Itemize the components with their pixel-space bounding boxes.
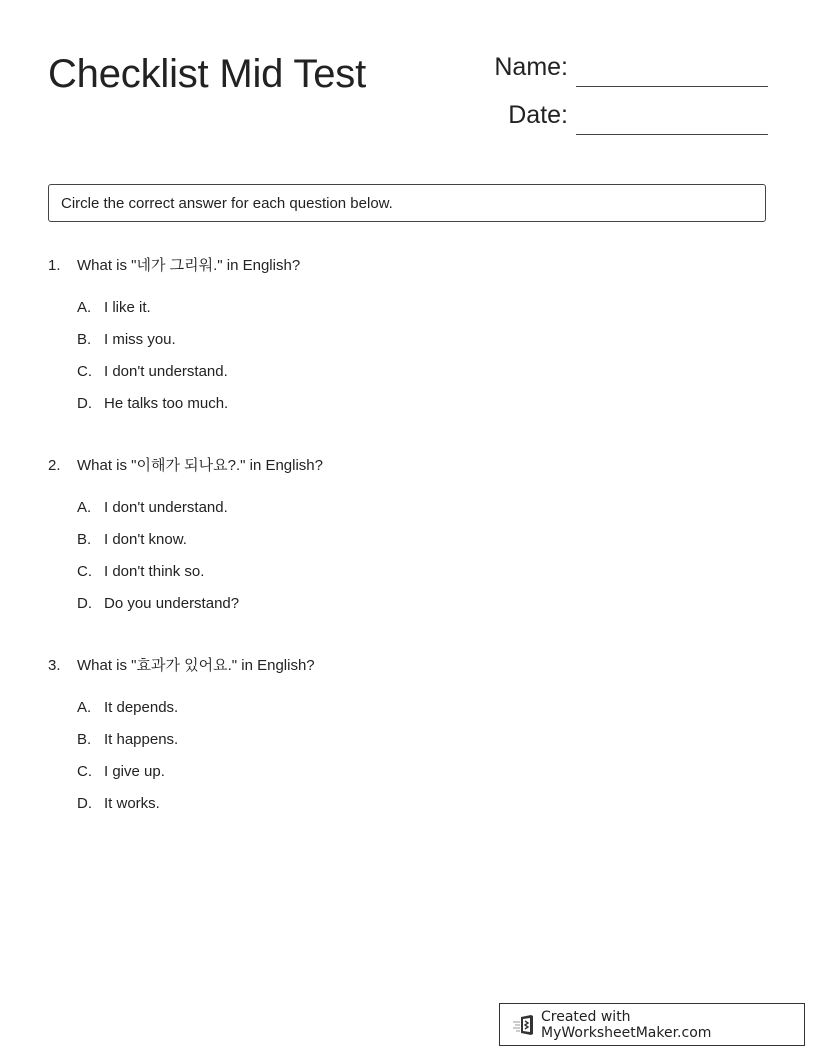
answer-option-c[interactable] <box>77 562 768 594</box>
footer-credit-badge[interactable] <box>499 1003 805 1046</box>
date-label: Date: <box>508 101 568 129</box>
option-letter: A. <box>77 299 92 316</box>
option-text: I don't know. <box>104 531 187 548</box>
option-letter: B. <box>77 331 92 348</box>
instructions-box <box>48 184 766 222</box>
answer-option-d[interactable] <box>77 594 768 626</box>
option-text: He talks too much. <box>104 395 229 412</box>
answer-option-a[interactable] <box>77 698 768 730</box>
date-field[interactable] <box>576 134 768 135</box>
answer-option-a[interactable] <box>77 298 768 330</box>
option-text: I don't think so. <box>104 563 205 580</box>
date-field-row <box>508 100 768 130</box>
question-text: What is "네가 그리워." in English? <box>77 257 301 274</box>
option-text: I give up. <box>104 763 165 780</box>
question-text: What is "효과가 있어요." in English? <box>77 657 315 674</box>
worksheet-maker-logo-icon <box>512 1014 536 1036</box>
question-prompt <box>48 656 768 676</box>
option-text: It happens. <box>104 731 179 748</box>
question-prompt <box>48 256 768 276</box>
answer-option-b[interactable] <box>77 530 768 562</box>
answer-option-d[interactable] <box>77 794 768 826</box>
question-text: What is "이해가 되나요?." in English? <box>77 457 323 474</box>
option-text: It depends. <box>104 699 179 716</box>
question-number: 2. <box>48 457 61 474</box>
page-title: Checklist Mid Test <box>48 52 366 96</box>
option-letter: B. <box>77 531 92 548</box>
option-text: I don't understand. <box>104 363 228 380</box>
option-letter: D. <box>77 795 92 812</box>
option-letter: C. <box>77 363 92 380</box>
answer-option-b[interactable] <box>77 730 768 762</box>
name-label: Name: <box>494 53 568 81</box>
instructions-text: Circle the correct answer for each question below. <box>61 194 393 212</box>
question-1 <box>48 256 768 426</box>
option-letter: D. <box>77 395 92 412</box>
answer-options <box>48 298 768 426</box>
name-field[interactable] <box>576 86 768 87</box>
answer-options <box>48 498 768 626</box>
question-3 <box>48 656 768 826</box>
option-letter: A. <box>77 699 92 716</box>
option-text: I like it. <box>104 299 151 316</box>
option-text: I don't understand. <box>104 499 228 516</box>
footer-credit-text: Created with MyWorksheetMaker.com <box>541 1008 712 1041</box>
answer-options <box>48 698 768 826</box>
answer-option-d[interactable] <box>77 394 768 426</box>
answer-option-c[interactable] <box>77 362 768 394</box>
option-letter: C. <box>77 563 92 580</box>
option-letter: D. <box>77 595 92 612</box>
option-letter: C. <box>77 763 92 780</box>
question-list <box>48 256 768 856</box>
answer-option-a[interactable] <box>77 498 768 530</box>
question-2 <box>48 456 768 626</box>
option-text: Do you understand? <box>104 595 240 612</box>
option-letter: B. <box>77 731 92 748</box>
question-number: 3. <box>48 657 61 674</box>
question-prompt <box>48 456 768 476</box>
question-number: 1. <box>48 257 61 274</box>
option-text: It works. <box>104 795 160 812</box>
answer-option-b[interactable] <box>77 330 768 362</box>
answer-option-c[interactable] <box>77 762 768 794</box>
option-letter: A. <box>77 499 92 516</box>
name-field-row <box>494 52 768 82</box>
option-text: I miss you. <box>104 331 176 348</box>
